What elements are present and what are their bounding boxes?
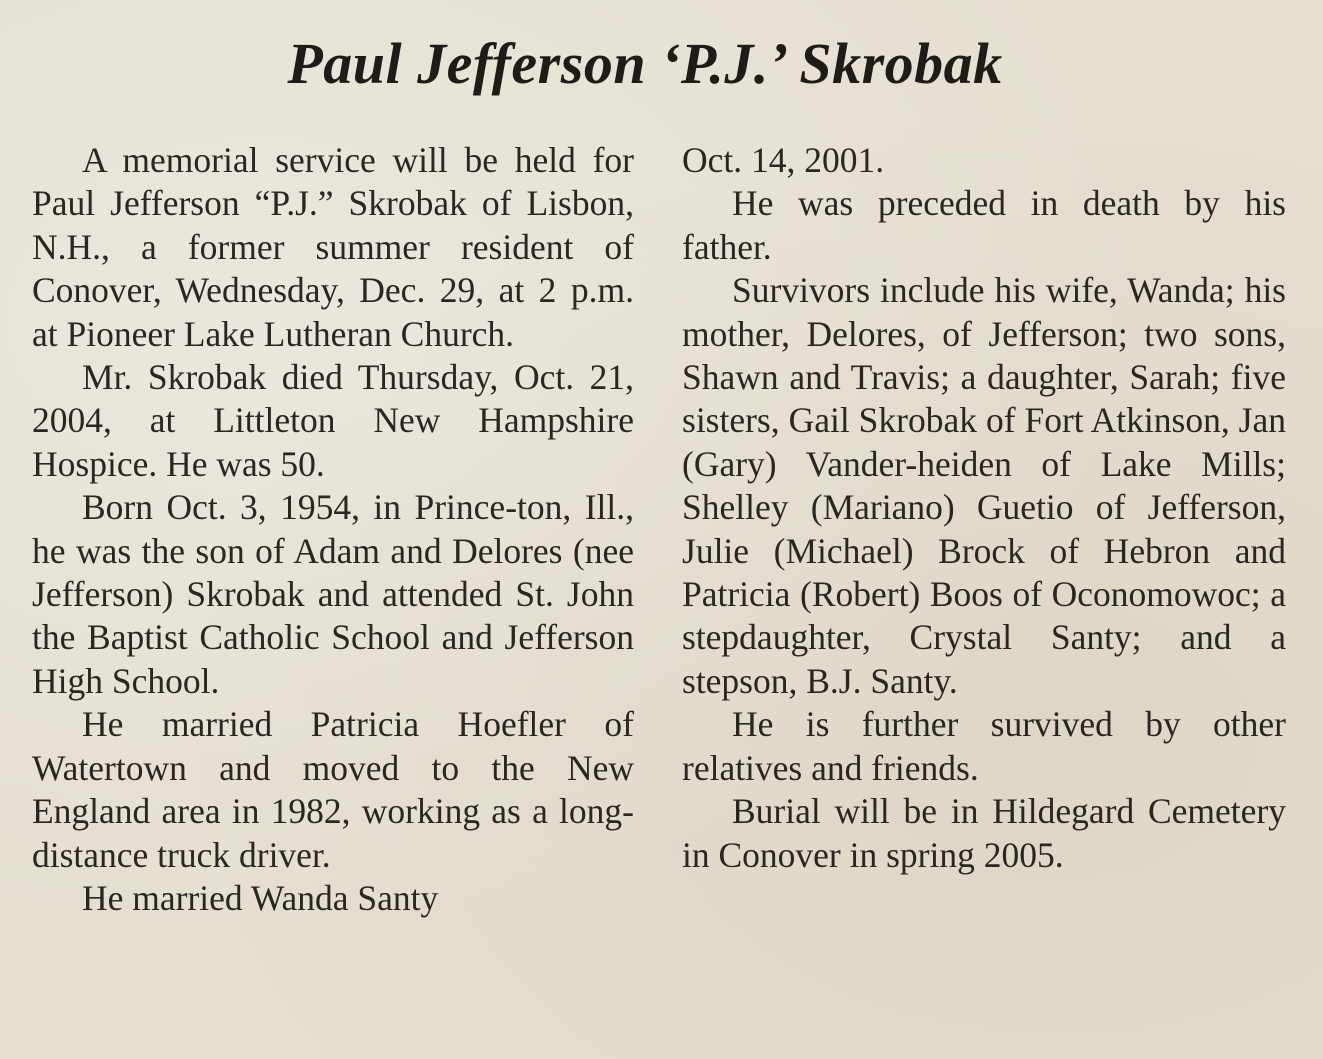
paragraph-birth: Born Oct. 3, 1954, in Prince-ton, Ill., he was the son of Adam and Delores (nee Jefferson) Skrobak and attended St. John the Baptist Catholic School and Jefferson High School. <box>32 487 634 701</box>
paragraph-relatives: He is further survived by other relatives and friends. <box>682 704 1286 788</box>
paragraph-survivors: Survivors include his wife, Wanda; his mother, Delores, of Jefferson; two sons, Shawn and Travis; a daughter, Sarah; five sisters, Gail Skrobak of Fort Atkinson, Jan (Gary) Vander-heiden of Lake Mills; Shelley (Mariano) Guetio of Jefferson, Julie (Michael) Brock of Hebron and Patricia (Robert) Boos of Oconomowoc; a stepdaughter, Crystal Santy; and a stepson, B.J. Santy. <box>682 270 1286 701</box>
left-column <box>32 139 634 920</box>
paragraph-second-marriage: He married Wanda Santy <box>82 877 439 918</box>
paragraph-burial: Burial will be in Hildegard Cemetery in Conover in spring 2005. <box>682 791 1286 875</box>
paragraph-first-marriage: He married Patricia Hoefler of Watertown and moved to the New England area in 1982, working as a long-distance truck driver. <box>32 704 634 875</box>
paragraph-memorial-service: A memorial service will be held for Paul Jefferson “P.J.” Skrobak of Lisbon, N.H., a former summer resident of Conover, Wednesday, Dec. 29, at 2 p.m. at Pioneer Lake Lutheran Church. <box>32 140 634 354</box>
right-column <box>682 139 1286 877</box>
paragraph-death: Mr. Skrobak died Thursday, Oct. 21, 2004, at Littleton New Hampshire Hospice. He was 50. <box>32 357 634 484</box>
paragraph-marriage-date: Oct. 14, 2001. <box>682 140 885 180</box>
paragraph-preceded: He was preceded in death by his father. <box>682 183 1286 267</box>
obituary-headline: Paul Jefferson ‘P.J.’ Skrobak <box>287 31 1003 96</box>
